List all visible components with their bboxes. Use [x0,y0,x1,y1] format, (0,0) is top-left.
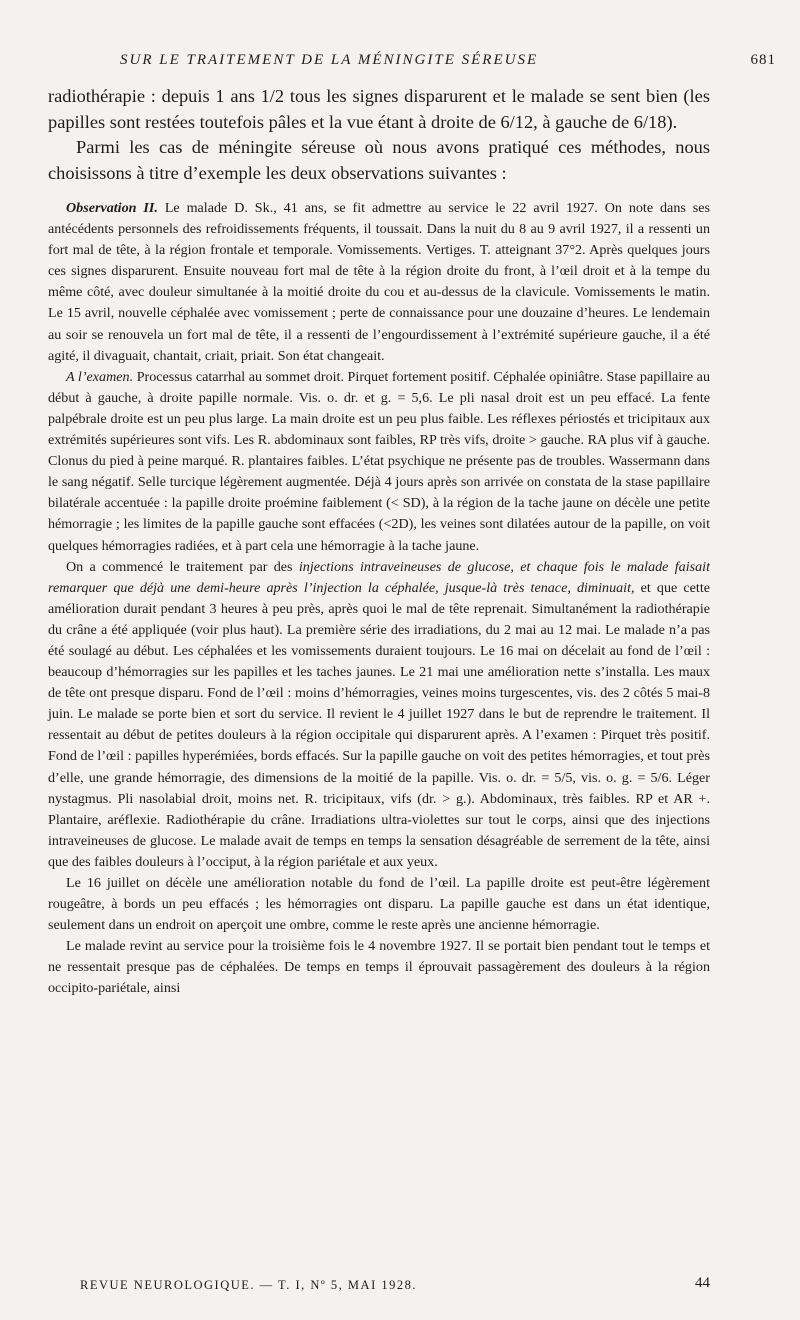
observation-paragraph-5: Le malade revint au service pour la troisième fois le 4 novembre 1927. Il se portait bien pendant tout le temps et ne ressentait presque pas de céphalées. De temps en temps il éprouvait passagèrement des douleurs à la région occipito-pariétale, ainsi [48,938,710,997]
observation-text-3b: et que cette amélioration durait pendant 3 heures à peu près, après quoi le mal de tête reprenait. Simultanément la radiothérapie du crâne a été appliquée (voir plus haut). La première série des irradiations, du 2 mai au 12 mai. Le malade n’a pas été soulagé au début. Les céphalées et les vomissements duraient toujours. Le 16 mai on décelait au fond de l’œil : beaucoup d’hémorragies sur les papilles et les taches jaunes. Le 21 mai une amélioration nette s’installa. Les maux de tête ont presque disparu. Fond de l’œil : moins d’hémorragies, veines moins turgescentes, vis. des 2 côtés 5 mai-8 juin. Le malade se porte bien et sort du service. Il revient le 4 juillet 1927 dans le but de reprendre le traitement. Il ressentait au début de petites douleurs à la région occipitale qui disparurent après. A l’examen : Pirquet très positif. Fond de l’œil : papilles hyperémiées, bords effacés. Sur la papille gauche on voit des petites hémorragies, et tout près d’elle, une grande hémorragie, des dimensions de la moitié de la papille. Vis. o. dr. = 5/5, vis. o. g. = 5/6. Léger nystagmus. Pli nasolabial droit, moins net. R. tricipitaux, vifs (dr. > g.). Abdominaux, très faibles. RP et AR +. Plantaire, aréflexie. Radiothérapie du crâne. Irradiations ultra-violettes sur tout le corps, ainsi que des injections intraveineuses de glucose. Le malade avait de temps en temps la sensation désagréable de serrement de la tête, ainsi que des faibles douleurs à l’occiput, à la région pariétale et aux yeux. [48,579,710,870]
intro-paragraph-1: radiothérapie : depuis 1 ans 1/2 tous les signes disparurent et le malade se sent bien (les papilles sont restées toutefois pâles et la vue étant à droite de 6/12, à gauche de 6/18). [48,86,710,132]
observation-title: Observation II. [66,200,158,216]
sheet-number: 44 [695,1275,710,1291]
observation-paragraph-2 [48,367,710,557]
observation-text-3a: On a commencé le traitement par des [66,558,299,575]
article-body [48,84,710,1000]
observation-paragraph-1 [48,198,710,367]
journal-citation: REVUE NEUROLOGIQUE. — T. I, Nº 5, MAI 1928. [80,1278,417,1292]
page-footer [80,1275,710,1298]
exam-label: A l’examen. [66,368,134,385]
observation-paragraph-4: Le 16 juillet on décèle une amélioration notable du fond de l’œil. La papille droite est peut-être légèrement rougeâtre, à bords un peu effacés ; les hémorragies ont disparu. La papille gauche est dans un état identique, seulement dans un endroit on aperçoit une ombre, comme le reste après une ancienne hémorragie. [48,875,710,934]
observation-text-3-italic: injections intraveineuses de glucose, et chaque fois le malade faisait remarquer que déjà une demi-heure après l’injection la céphalée, jusque-là très tenace, diminuait, [48,558,710,596]
observation-text-2: Processus catarrhal au sommet droit. Pirquet fortement positif. Céphalée opiniâtre. Stase papillaire au début à gauche, à droite papille normale. Vis. o. dr. et g. = 5,6. Le pli nasal droit est un peu effacé. La fente palpébrale droite est un peu plus large. La main droite est un peu plus faible. Les réflexes périostés et tricipitaux aux extrémités supérieures sont vifs. Les R. abdominaux sont faibles, RP très vifs, droite > gauche. RA plus vif à gauche. Clonus du pied à peine marqué. R. plantaires faibles. L’état psychique ne présente pas de troubles. Wassermann dans le sang négatif. Selle turcique légèrement augmentée. Déjà 4 jours après son arrivée on constata de la stase papillaire bilatérale accentuée : la papille droite proémine faiblement (< SD), à la région de la tache jaune on décèle une petite hémorragie ; les limites de la papille gauche sont effacées (<2D), les veines sont dilatées autour de la papille, on voit quelques hémorragies radiées, et à part cela une hémorragie à la tache jaune. [48,368,710,554]
page-number: 681 [750,52,776,68]
observation-paragraph-3 [48,557,710,873]
observation-text-1: Le malade D. Sk., 41 ans, se fit admettre au service le 22 avril 1927. On note dans ses antécédents personnels des refroidissements fréquents, il toussait. Dans la nuit du 8 au 9 avril 1927, il a ressenti un fort mal de tête, à la région frontale et temporale. Vomissements. Vertiges. T. atteignant 37°2. Après quelques jours ces signes disparurent. Ensuite nouveau fort mal de tête à la région droite du front, à l’œil droit et à la tempe du même côté, avec douleur simultanée à la moitié droite du cou et au-dessus de la clavicule. Vomissements le matin. Le 15 avril, nouvelle céphalée avec vomissement ; perte de connaissance pour une douzaine d’heures. Le lendemain au soir se renouvela un fort mal de tête, il a ressenti de l’engourdissement à l’extrémité supérieure gauche, il a été agité, il divaguait, chantait, criait, priait. Son état changeait. [48,200,710,364]
running-title: SUR LE TRAITEMENT DE LA MÉNINGITE SÉREUSE [120,52,539,68]
intro-paragraph-2: Parmi les cas de méningite séreuse où nous avons pratiqué ces méthodes, nous choisissons à titre d’exemple les deux observations suivantes : [48,137,710,183]
running-header [108,50,776,74]
